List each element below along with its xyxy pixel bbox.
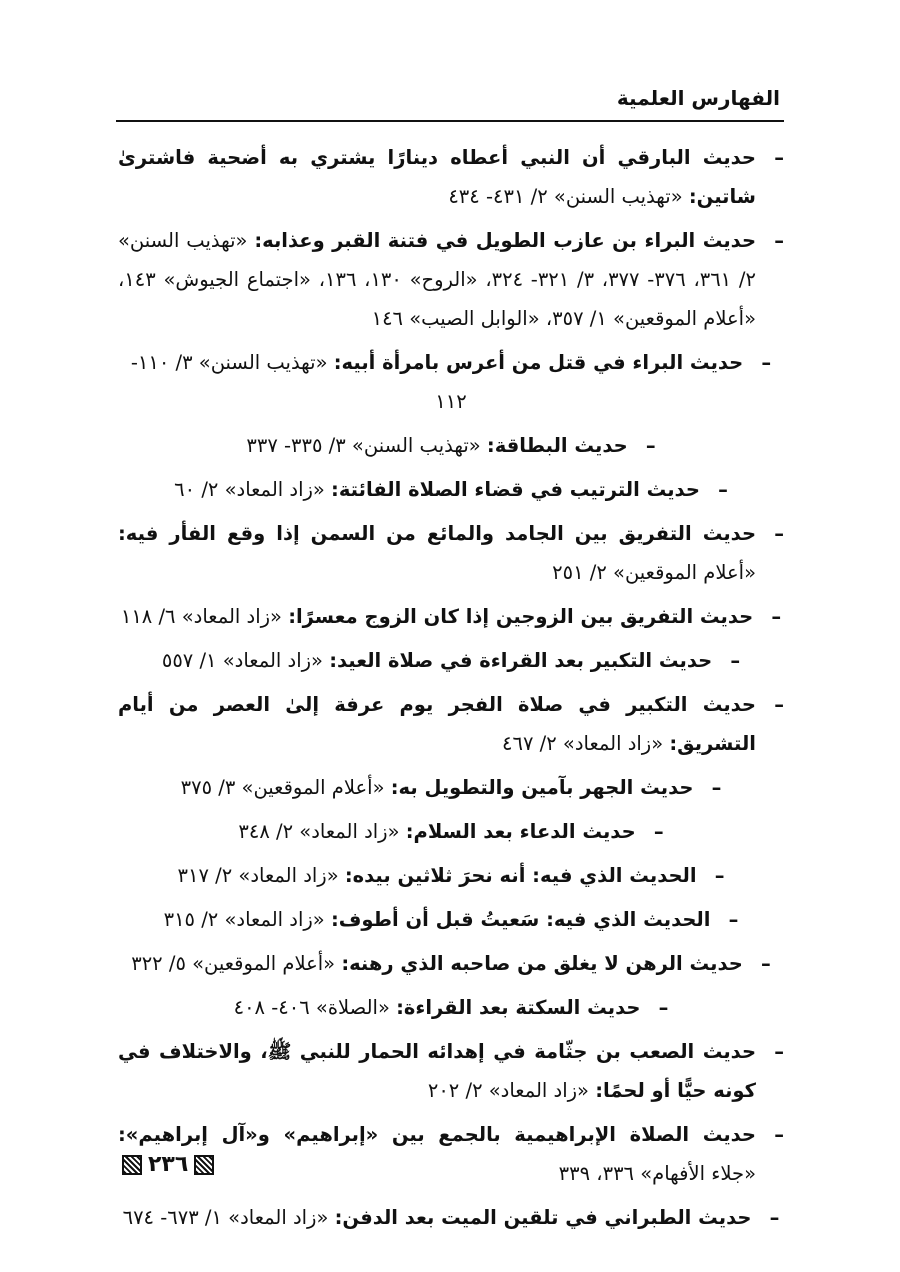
index-entry	[118, 426, 784, 465]
entry-dash: –	[761, 952, 771, 975]
index-entry	[118, 988, 784, 1027]
index-entry	[118, 221, 784, 338]
entry-citation: «أعلام الموقعين» ٣/ ٣٧٥	[180, 776, 385, 799]
entry-title: الحديث الذي فيه: أنه نحرَ ثلاثين بيده:	[344, 864, 697, 887]
entry-dash: –	[645, 434, 656, 457]
entry-dash: –	[653, 820, 664, 843]
entry-citation: «زاد المعاد» ٢/ ٦٠	[174, 478, 325, 501]
entry-dash: –	[761, 351, 772, 374]
entry-title: حديث الدعاء بعد السلام:	[405, 820, 636, 843]
entry-title: حديث البارقي أن النبي أعطاه دينارًا يشتري به أضحية فاشترىٰ شاتين:	[118, 146, 756, 208]
entry-citation: «زاد المعاد» ٢/ ٣١٥	[163, 908, 325, 931]
entry-citation: «الصلاة» ٤٠٦- ٤٠٨	[233, 996, 390, 1019]
entry-citation: «تهذيب السنن» ٢/ ٣٦١، ٣٧٦- ٣٧٧، ٣/ ٣٢١- ٣٢٤، «الروح» ١٣٠، ١٣٦، «اجتماع الجيوش» ١٤٣، «أعلام الموقعين» ١/ ٣٥٧، «الوابل الصيب» ١٤٦	[118, 229, 756, 330]
entry-citation: «زاد المعاد» ٢/ ٣٤٨	[238, 820, 400, 843]
page-number: ٢٣٦	[148, 1152, 189, 1177]
index-entry	[118, 597, 784, 636]
index-entry	[118, 343, 784, 421]
entry-citation: «زاد المعاد» ٢/ ٤٦٧	[502, 732, 664, 755]
entry-title: حديث البراء في قتل من أعرس بامرأة أبيه:	[333, 351, 744, 374]
entry-title: حديث التفريق بين الجامد والمائع من السمن إذا وقع الفأر فيه:	[118, 522, 756, 545]
entry-title: حديث التفريق بين الزوجين إذا كان الزوج معسرًا:	[288, 605, 754, 628]
entry-title: حديث البراء بن عازب الطويل في فتنة القبر وعذابه:	[254, 229, 756, 252]
entry-citation: «جلاء الأفهام» ٣٣٦، ٣٣٩	[558, 1162, 756, 1185]
square-ornament-icon	[122, 1155, 142, 1175]
entry-citation: «تهذيب السنن» ٣/ ٣٣٥- ٣٣٧	[246, 434, 481, 457]
entry-title: حديث التكبير بعد القراءة في صلاة العيد:	[329, 649, 713, 672]
index-entry	[118, 812, 784, 851]
entry-citation: «زاد المعاد» ٢/ ٢٠٢	[427, 1079, 589, 1102]
entry-title: حديث التكبير في صلاة الفجر يوم عرفة إلىٰ العصر من أيام التشريق:	[118, 693, 756, 755]
index-entry	[118, 856, 784, 895]
entry-dash: –	[774, 146, 784, 169]
entry-dash: –	[774, 522, 784, 545]
entry-dash: –	[658, 996, 669, 1019]
entry-dash: –	[711, 776, 722, 799]
page-footer	[116, 1152, 220, 1177]
index-entry	[118, 1198, 784, 1237]
entry-citation: «أعلام الموقعين» ٢/ ٢٥١	[552, 561, 756, 584]
entry-title: حديث الصعب بن جثّامة في إهدائه الحمار للنبي ﷺ، والاختلاف في كونه حيًّا أو لحمًا:	[118, 1040, 756, 1102]
square-ornament-icon	[194, 1155, 214, 1175]
index-entry	[118, 470, 784, 509]
index-entry	[118, 944, 784, 983]
index-entry	[118, 768, 784, 807]
index-entry	[118, 1032, 784, 1110]
entry-title: حديث الترتيب في قضاء الصلاة الفائتة:	[331, 478, 700, 501]
entry-dash: –	[774, 693, 784, 716]
entry-dash: –	[774, 229, 784, 252]
entry-dash: –	[728, 908, 739, 931]
header-rule	[116, 120, 784, 122]
entry-citation: «زاد المعاد» ١/ ٥٥٧	[161, 649, 323, 672]
entry-title: حديث الصلاة الإبراهيمية بالجمع بين «إبراهيم» و«آل إبراهيم»:	[118, 1123, 756, 1146]
entry-citation: «تهذيب السنن» ٣/ ١١٠- ١١٢	[130, 351, 467, 413]
entry-citation: «زاد المعاد» ٦/ ١١٨	[120, 605, 282, 628]
index-entry	[118, 514, 784, 592]
entry-title: حديث الطبراني في تلقين الميت بعد الدفن:	[334, 1206, 752, 1229]
entry-dash: –	[730, 649, 741, 672]
entry-title: حديث الجهر بآمين والتطويل به:	[390, 776, 694, 799]
index-entry	[118, 685, 784, 763]
entry-dash: –	[771, 605, 782, 628]
entry-title: حديث السكتة بعد القراءة:	[396, 996, 641, 1019]
entry-dash: –	[714, 864, 725, 887]
entry-citation: «زاد المعاد» ٢/ ٣١٧	[177, 864, 339, 887]
entry-title: الحديث الذي فيه: سَعيتُ قبل أن أطوف:	[330, 908, 711, 931]
index-entry	[118, 641, 784, 680]
hadith-index-list	[118, 138, 784, 1242]
entry-dash: –	[718, 478, 728, 501]
entry-title: حديث البطاقة:	[486, 434, 628, 457]
entry-dash: –	[774, 1040, 784, 1063]
entry-citation: «تهذيب السنن» ٢/ ٤٣١- ٤٣٤	[448, 185, 683, 208]
entry-dash: –	[774, 1123, 784, 1146]
entry-title: حديث الرهن لا يغلق من صاحبه الذي رهنه:	[341, 952, 743, 975]
index-entry	[118, 138, 784, 216]
entry-citation: «أعلام الموقعين» ٥/ ٣٢٢	[131, 952, 336, 975]
entry-dash: –	[769, 1206, 780, 1229]
running-head-title: الفهارس العلمية	[616, 86, 780, 110]
index-entry	[118, 900, 784, 939]
entry-citation: «زاد المعاد» ١/ ٦٧٣- ٦٧٤	[122, 1206, 329, 1229]
